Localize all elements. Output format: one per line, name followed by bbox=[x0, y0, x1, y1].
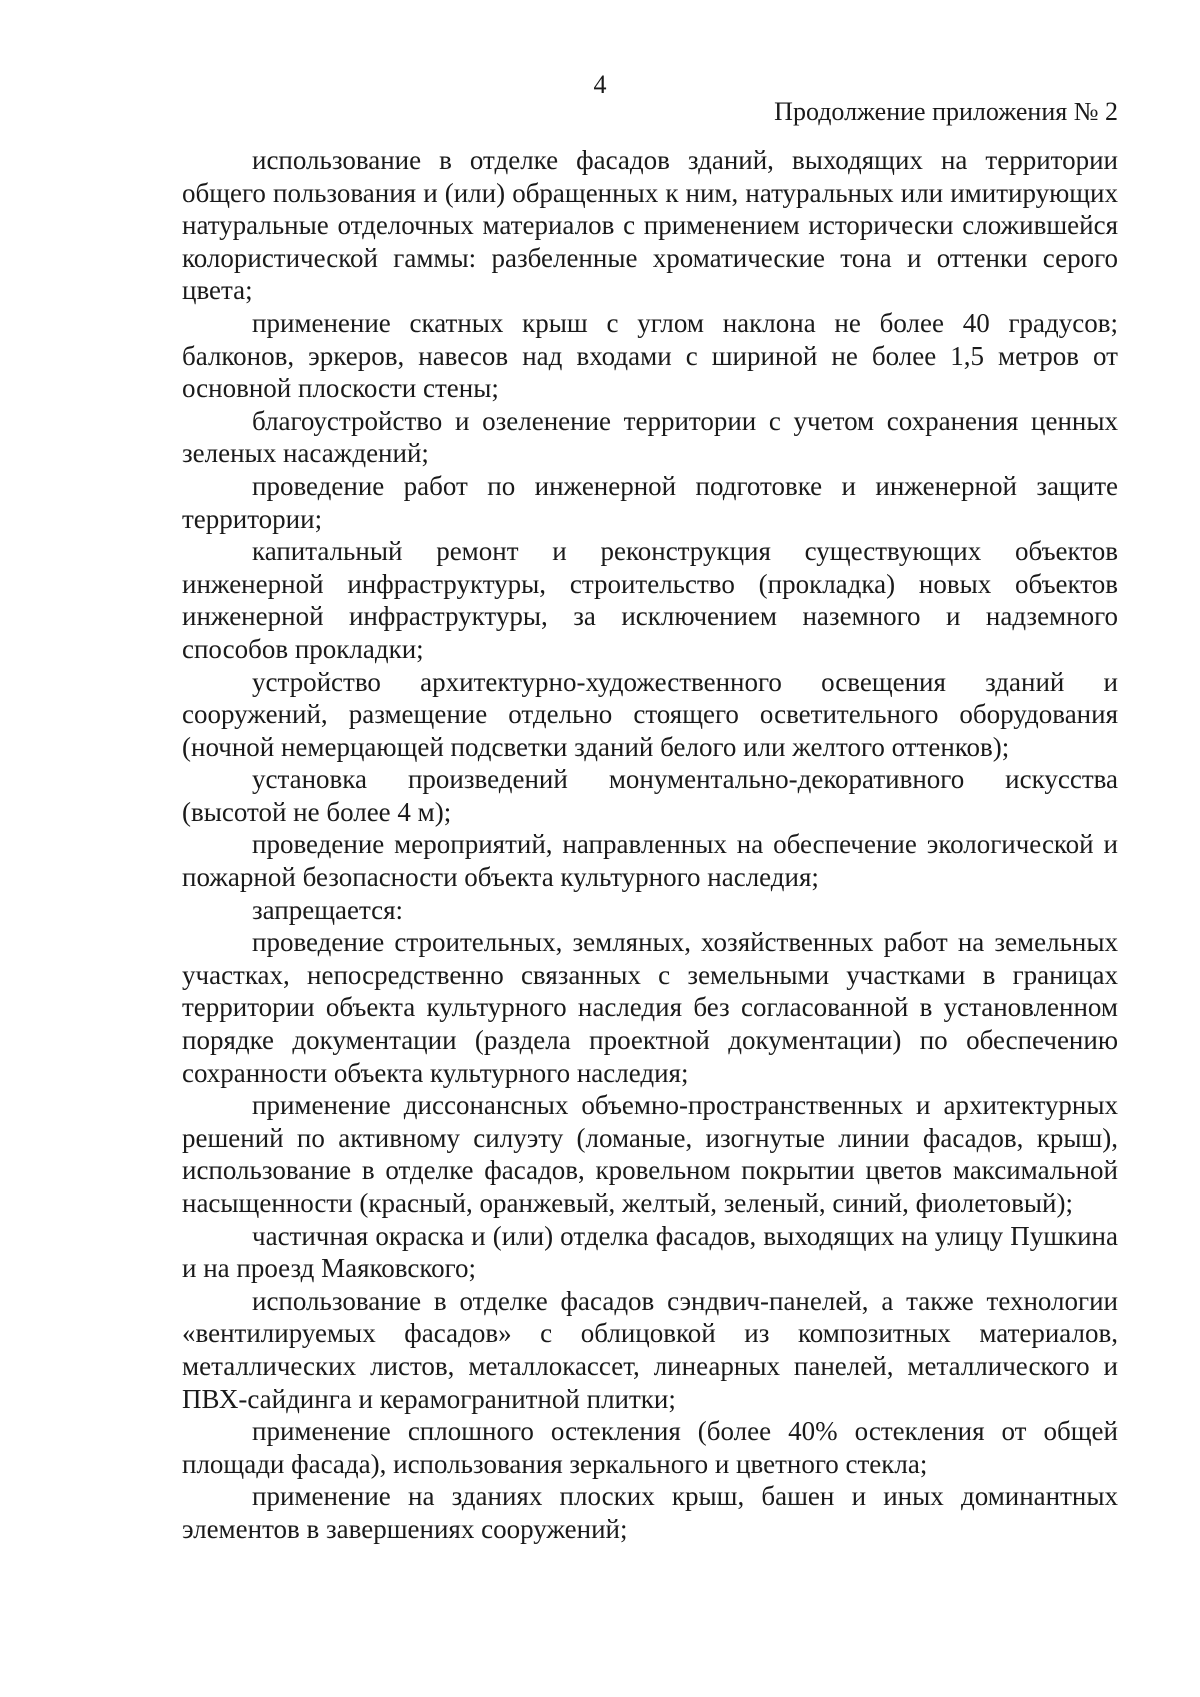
paragraph: частичная окраска и (или) отделка фасадов, выходящих на улицу Пушкина и на проезд Маяковского; bbox=[182, 1220, 1118, 1284]
document-body bbox=[182, 144, 1118, 1546]
running-header: Продолжение приложения № 2 bbox=[774, 97, 1118, 126]
paragraph: применение диссонансных объемно-пространственных и архитектурных решений по активному силуэту (ломаные, изогнутые линии фасадов, крыш), использование в отделке фасадов, кровельном покрытии цветов максимальной насыщенности (красный, оранжевый, желтый, зеленый, синий, фиолетовый); bbox=[182, 1090, 1118, 1218]
page-number: 4 bbox=[593, 70, 607, 99]
section-heading-prohibited: запрещается: bbox=[252, 894, 404, 925]
paragraph: установка произведений монументально-декоративного искусства (высотой не более 4 м); bbox=[182, 764, 1118, 827]
paragraph: применение скатных крыш с углом наклона не более 40 градусов; балконов, эркеров, навесов над входами с шириной не более 1,5 метров от основной плоскости стены; bbox=[182, 307, 1118, 404]
paragraph: применение сплошного остекления (более 40% остекления от общей площади фасада), использования зеркального и цветного стекла; bbox=[182, 1416, 1118, 1479]
paragraph: устройство архитектурно-художественного освещения зданий и сооружений, размещение отдельно стоящего осветительного оборудования (ночной немерцающей подсветки зданий белого или желтого оттенков); bbox=[182, 666, 1118, 762]
paragraph: благоустройство и озеленение территории с учетом сохранения ценных зеленых насаждений; bbox=[182, 405, 1118, 469]
paragraph: использование в отделке фасадов сэндвич-панелей, а также технологии «вентилируемых фасадов» с облицовкой из композитных материалов, металлических листов, металлокассет, линеарных панелей, металлического и ПВХ-сайдинга и керамогранитной плитки; bbox=[182, 1285, 1118, 1414]
paragraph: капитальный ремонт и реконструкция существующих объектов инженерной инфраструктуры, строительство (прокладка) новых объектов инженерной инфраструктуры, за исключением наземного и надземного способов прокладки; bbox=[182, 536, 1118, 664]
paragraph: применение на зданиях плоских крыш, башен и иных доминантных элементов в завершениях сооружений; bbox=[182, 1481, 1118, 1544]
paragraph: проведение строительных, земляных, хозяйственных работ на земельных участках, непосредственно связанных с земельными участками в границах территории объекта культурного наследия без согласованной в установленном порядке документации (раздела проектной документации) по обеспечению сохранности объекта культурного наследия; bbox=[182, 927, 1118, 1088]
paragraph: использование в отделке фасадов зданий, выходящих на территории общего пользования и (или) обращенных к ним, натуральных или имитирующих натуральные отделочных материалов с применением исторически сложившейся колористической гаммы: разбеленные хроматические тона и оттенки серого цвета; bbox=[182, 145, 1118, 306]
paragraph: проведение работ по инженерной подготовке и инженерной защите территории; bbox=[182, 470, 1118, 534]
paragraph: проведение мероприятий, направленных на обеспечение экологической и пожарной безопасности объекта культурного наследия; bbox=[182, 829, 1118, 893]
